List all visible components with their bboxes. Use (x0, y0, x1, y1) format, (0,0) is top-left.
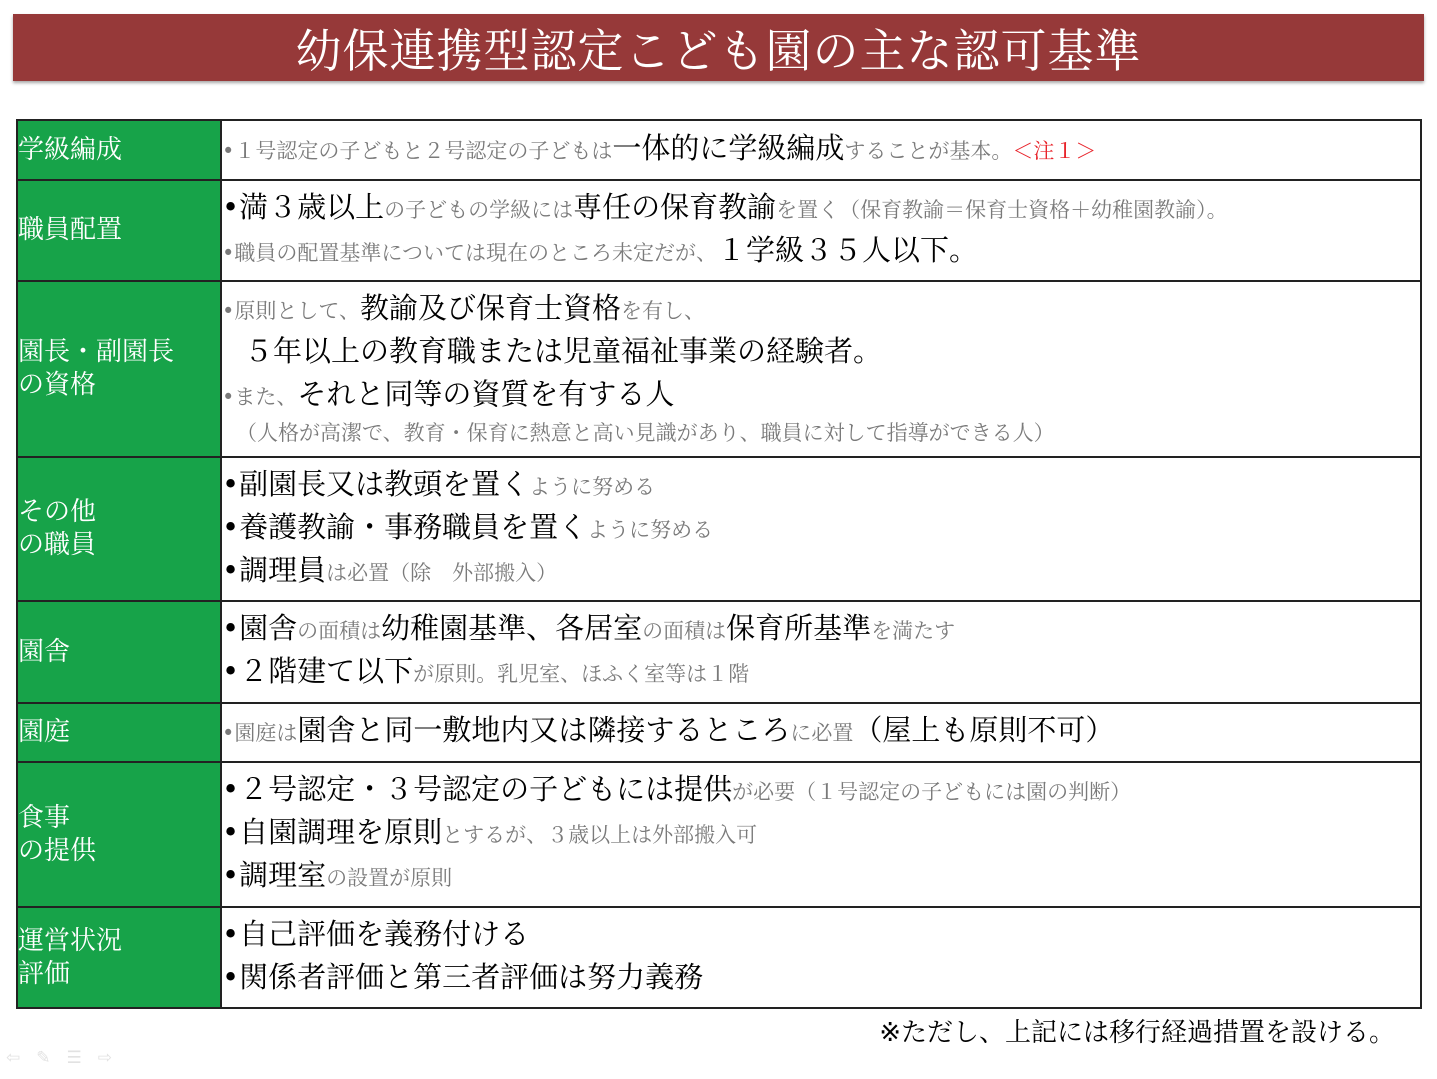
emphasis-text: １学級３５人以下。 (716, 232, 978, 267)
page-title: 幼保連携型認定こども園の主な認可基準 (295, 23, 1142, 78)
bullet: • (222, 552, 240, 587)
row-label-line: その他 (18, 497, 97, 527)
bullet: • (222, 509, 240, 544)
content-line (222, 508, 1420, 551)
row-label (17, 601, 221, 703)
row-label (17, 762, 221, 907)
detail-text: とするが、３歳以上は外部搬入可 (442, 823, 758, 847)
row-label-line: の職員 (18, 530, 97, 560)
emphasis-text: 教諭及び保育士資格 (359, 290, 621, 325)
content-line (222, 711, 1420, 754)
note-ref: ＜注１＞ (1012, 138, 1097, 163)
row-content (221, 180, 1421, 281)
row-content (221, 601, 1421, 703)
row-label (17, 907, 221, 1008)
emphasis-text: 満３歳以上 (239, 189, 385, 224)
detail-text: を有し、 (621, 298, 705, 323)
detail-text: ように努める (587, 517, 714, 542)
emphasis-text: 副園長又は教頭を置く (239, 466, 530, 501)
detail-text: を置く（保育教諭＝保育士資格＋幼稚園教諭）。 (776, 197, 1228, 222)
content-line (222, 856, 1420, 899)
detail-text: が原則。乳児室、ほふく室等は１階 (413, 662, 750, 686)
bullet: • (222, 858, 240, 892)
row-content (221, 120, 1421, 180)
content-line (222, 332, 1420, 375)
emphasis-text: 調理室 (239, 858, 327, 892)
content-line (222, 129, 1420, 172)
content-line (222, 375, 1420, 418)
content-line (222, 465, 1420, 508)
row-label-line: の資格 (18, 370, 97, 400)
content-line (222, 770, 1420, 813)
row-label (17, 703, 221, 762)
row-label-line: 園舎 (18, 636, 71, 667)
emphasis-text: それと同等の資質を有する人 (297, 376, 675, 411)
detail-text: ように努める (529, 474, 656, 499)
detail-text: （人格が高潔で、教育・保育に熱意と高い見識があり、職員に対して指導ができる人） (236, 420, 1055, 445)
emphasis-text: ２号認定・３号認定の子どもには提供 (239, 772, 733, 806)
detail-text: することが基本。 (844, 138, 1013, 163)
criteria-row (17, 703, 1421, 762)
content-line (222, 958, 1420, 1001)
content-line (222, 915, 1420, 958)
row-label (17, 281, 221, 457)
detail-text: 園庭は (234, 721, 298, 745)
row-label-line: 評価 (18, 958, 71, 989)
row-label-line: 職員配置 (18, 215, 123, 245)
row-content (221, 703, 1421, 762)
bullet: • (222, 189, 240, 224)
bullet: • (222, 772, 240, 806)
row-label-line: 園庭 (18, 717, 71, 747)
criteria-row (17, 120, 1421, 180)
detail-text: の設置が原則 (326, 866, 453, 890)
emphasis-text: 保育所基準 (726, 611, 872, 645)
bullet: • (222, 916, 240, 951)
detail-text: を満たす (871, 619, 956, 643)
emphasis-text: 自園調理を原則 (239, 815, 443, 849)
emphasis-text: 養護教諭・事務職員を置く (239, 509, 588, 544)
row-content (221, 281, 1421, 457)
footnote: ※ただし、上記には移行経過措置を設ける。 (879, 1018, 1395, 1048)
arrow-left-icon[interactable]: ⇦ (6, 1048, 21, 1068)
slide-nav (6, 1048, 112, 1068)
bullet: • (222, 384, 235, 409)
content-line (222, 652, 1420, 695)
emphasis-text: 園舎と同一敷地内又は隣接するところ (297, 713, 791, 747)
bullet: • (222, 654, 240, 688)
criteria-row (17, 180, 1421, 281)
criteria-row (17, 281, 1421, 457)
bullet: • (222, 466, 240, 501)
criteria-row (17, 601, 1421, 703)
content-line (222, 813, 1420, 856)
criteria-row (17, 762, 1421, 907)
menu-icon[interactable]: ☰ (66, 1048, 82, 1068)
detail-text: の面積は (642, 619, 727, 643)
row-label-line: 学級編成 (18, 134, 123, 165)
row-content (221, 457, 1421, 601)
emphasis-text: 自己評価を義務付ける (239, 916, 530, 951)
emphasis-text: 幼稚園基準、各居室 (381, 611, 643, 645)
arrow-right-icon[interactable]: ⇨ (97, 1048, 112, 1068)
content-line (222, 188, 1420, 231)
criteria-table (16, 119, 1422, 1009)
emphasis-text: ２階建て以下 (239, 654, 414, 688)
row-label (17, 457, 221, 601)
bullet: • (222, 298, 235, 323)
row-label (17, 180, 221, 281)
row-label (17, 120, 221, 180)
row-label-line: 運営状況 (18, 925, 123, 956)
bullet: • (222, 611, 240, 645)
bullet: • (222, 240, 235, 265)
row-label-line: 食事 (18, 802, 71, 833)
emphasis-text: ５年以上の教育職または児童福祉事業の経験者。 (244, 333, 883, 368)
detail-text: が必要（１号認定の子どもには園の判断） (732, 780, 1132, 804)
row-content (221, 762, 1421, 907)
criteria-row (17, 907, 1421, 1008)
bullet: • (222, 138, 235, 163)
content-line (222, 609, 1420, 652)
title-bar (13, 14, 1424, 81)
detail-text: 職員の配置基準については現在のところ未定だが、 (234, 240, 717, 265)
emphasis-text: 調理員 (239, 552, 327, 587)
detail-text: の面積は (297, 619, 382, 643)
detail-text: に必置 (790, 721, 854, 745)
emphasis-text: 一体的に学級編成 (612, 130, 845, 165)
bullet: • (222, 815, 240, 849)
content-line (222, 231, 1420, 274)
content-line (222, 289, 1420, 332)
content-line (222, 418, 1420, 450)
detail-text: 原則として、 (234, 298, 360, 323)
emphasis-text: 専任の保育教諭 (573, 189, 777, 224)
row-label-line: 園長・副園長 (18, 337, 175, 367)
criteria-row (17, 457, 1421, 601)
detail-text: は必置（除 外部搬入） (326, 560, 558, 585)
emphasis-text: （屋上も原則不可） (853, 713, 1115, 747)
pen-icon[interactable]: ✎ (36, 1048, 51, 1068)
content-line (222, 551, 1420, 594)
emphasis-text: 関係者評価と第三者評価は努力義務 (239, 959, 704, 994)
row-content (221, 907, 1421, 1008)
bullet: • (222, 959, 240, 994)
detail-text: の子どもの学級には (384, 197, 574, 222)
bullet: • (222, 721, 235, 745)
row-label-line: の提供 (18, 835, 97, 866)
detail-text: １号認定の子どもと２号認定の子どもは (234, 138, 613, 163)
detail-text: また、 (234, 384, 298, 409)
emphasis-text: 園舎 (239, 611, 298, 645)
